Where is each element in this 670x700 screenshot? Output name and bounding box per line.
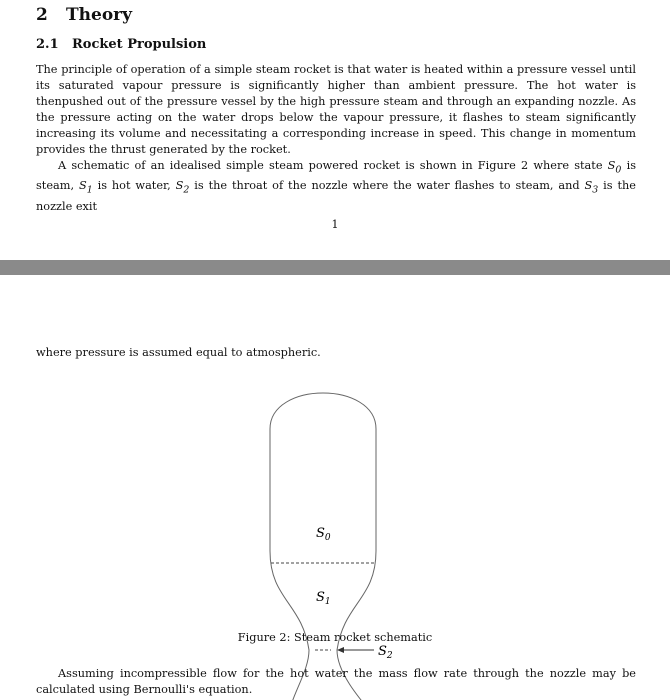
section-number: 2 <box>36 5 48 25</box>
paragraph-principle: The principle of operation of a simple steam rocket is that water is heated within a pressure vessel until its saturated vapour pressure is significantly higher than ambient pressure. The hot water is thenpushed out of the pressure vessel by the high pressure steam and through an expanding nozzle. As the pressure acting on the water drops below the vapour pressure, it flashes to steam significantly increasing its volume and necessitating a corresponding increase in speed. This change in momentum provides the thrust generated by the rocket. <box>36 63 636 156</box>
subsection-heading <box>36 37 206 52</box>
symbol-s2-sub: 2 <box>183 184 190 196</box>
paragraph-bernoulli: Assuming incompressible flow for the hot water the mass flow rate through the nozzle may be calculated using Bernoulli's equation. <box>36 667 636 696</box>
symbol-s1: $S_1$ <box>78 179 93 196</box>
text-run: is the nozzle exit <box>36 179 636 213</box>
text-run: is hot water, <box>92 179 176 193</box>
symbol-s2: $S_2$ <box>175 179 190 196</box>
figure-caption: Figure 2: Steam rocket schematic <box>237 631 433 644</box>
subsection-number: 2.1 <box>36 37 59 52</box>
subsection-title: Rocket Propulsion <box>72 37 207 52</box>
page-separator <box>0 260 670 275</box>
text-run: A schematic of an idealised simple steam powered rocket is shown in Figure 2 where state <box>58 159 608 172</box>
symbol-s1-sub: 1 <box>86 184 93 196</box>
section-title: Theory <box>66 5 132 25</box>
label-s1: $S_1$ <box>316 590 331 607</box>
section-heading <box>36 5 132 25</box>
page-bottom <box>0 275 670 700</box>
page-number: 1 <box>331 218 339 231</box>
arrow-s2-head <box>337 647 344 653</box>
symbol-s3-sub: 3 <box>592 184 599 196</box>
symbol-s0-sub: 0 <box>615 164 622 176</box>
label-s0: $S_0$ <box>316 526 331 543</box>
symbol-s0: $S_0$ <box>607 159 622 176</box>
label-s1-text: 1 <box>324 597 331 607</box>
paragraph-schematic <box>36 158 636 215</box>
vessel-outline <box>270 393 376 700</box>
label-s0-text: 0 <box>324 533 331 543</box>
label-s2-text: 2 <box>386 651 393 661</box>
page-top <box>0 0 670 260</box>
text-run: is steam, <box>36 159 636 193</box>
symbol-s3: $S_3$ <box>584 179 599 196</box>
paragraph-atmospheric: where pressure is assumed equal to atmospheric. <box>36 346 321 359</box>
text-run: is the throat of the nozzle where the water flashes to steam, and <box>189 179 585 193</box>
label-s2: $S_2$ <box>378 644 393 661</box>
